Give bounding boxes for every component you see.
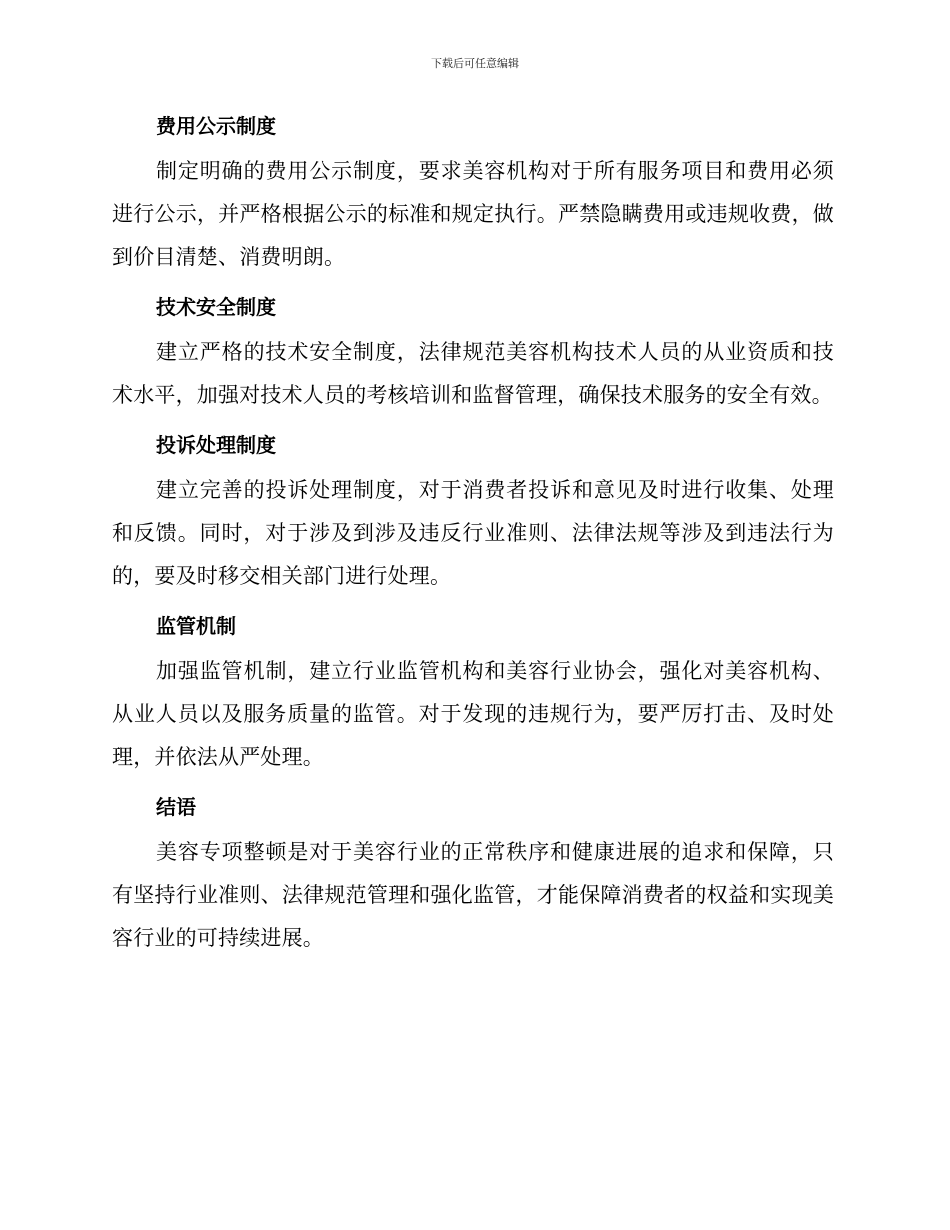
section-supervision: [112, 606, 834, 779]
section-paragraph: 制定明确的费用公示制度，要求美容机构对于所有服务项目和费用必须进行公示，并严格根据公示的标准和规定执行。严禁隐瞒费用或违规收费，做到价目清楚、消费明朗。: [112, 159, 834, 269]
section-title: 费用公示制度: [156, 114, 276, 138]
section-complaint-handling: [112, 425, 834, 598]
section-title: 结语: [156, 795, 196, 819]
section-conclusion: [112, 787, 834, 960]
section-title: 监管机制: [156, 614, 236, 638]
section-paragraph: 美容专项整顿是对于美容行业的正常秩序和健康进展的追求和保障，只有坚持行业准则、法律规范管理和强化监管，才能保障消费者的权益和实现美容行业的可持续进展。: [112, 840, 834, 950]
section-paragraph: 建立严格的技术安全制度，法律规范美容机构技术人员的从业资质和技术水平，加强对技术人员的考核培训和监督管理，确保技术服务的安全有效。: [112, 340, 834, 407]
section-paragraph: 建立完善的投诉处理制度，对于消费者投诉和意见及时进行收集、处理和反馈。同时，对于涉及到涉及违反行业准则、法律法规等涉及到违法行为的，要及时移交相关部门进行处理。: [112, 478, 834, 588]
section-fee-disclosure: [112, 106, 834, 279]
section-technical-safety: [112, 287, 834, 417]
section-paragraph: 加强监管机制，建立行业监管机构和美容行业协会，强化对美容机构、从业人员以及服务质量的监管。对于发现的违规行为，要严厉打击、及时处理，并依法从严处理。: [112, 659, 834, 769]
section-title: 技术安全制度: [156, 295, 276, 319]
page-header: 下载后可任意编辑: [431, 57, 519, 70]
section-title: 投诉处理制度: [156, 433, 276, 457]
document-body: [112, 106, 834, 968]
